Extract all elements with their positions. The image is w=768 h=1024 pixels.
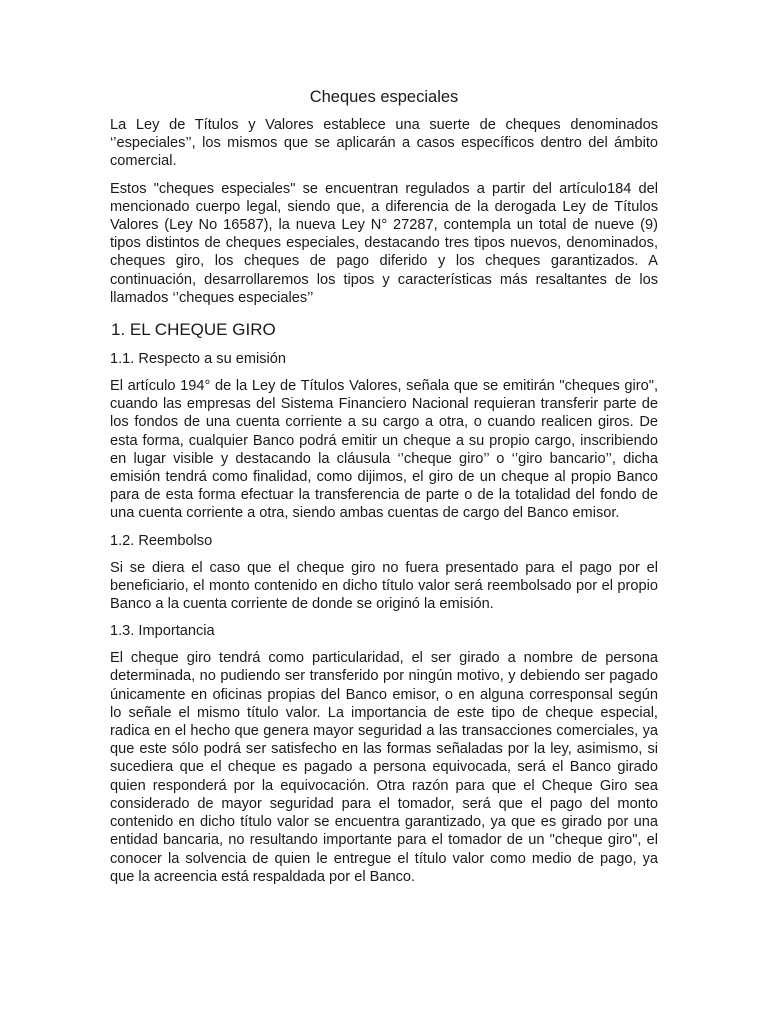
subsection-paragraph: El artículo 194° de la Ley de Títulos Valores, señala que se emitirán "cheques giro", cuando las empresas del Sistema Financiero Nacional requieran transferir parte de los fondos de una cuenta corriente a su cargo a otra, o cuando realicen giros. De esta forma, cualquier Banco podrá emitir un cheque a su propio cargo, inscribiendo en lugar visible y destacando la cláusula ‘’cheque giro’’ o ‘’giro bancario’’, dicha emisión tendrá como finalidad, como dijimos, el giro de un cheque al propio Banco para de esta forma efectuar la transferencia de parte o de la totalidad del fondo de una cuenta corriente a otra, siendo ambas cuentas de cargo del Banco emisor.	[110, 378, 658, 522]
subsection-heading: 1.3. Importancia	[110, 623, 215, 640]
subsection-heading: 1.2. Reembolso	[110, 532, 213, 549]
document-page	[110, 86, 658, 895]
intro-paragraph: Estos "cheques especiales" se encuentran regulados a partir del artículo184 del mencionado cuerpo legal, siendo que, a diferencia de la derogada Ley de Títulos Valores (Ley No 16587), la nueva Ley N° 27287, contempla un total de nueve (9) tipos distintos de cheques especiales, destacando tres tipos nuevos, denominados, cheques giro, los cheques de pago diferido y los cheques garantizados. A continuación, desarrollaremos los tipos y características más resaltantes de los llamados ‘’cheques especiales’’	[110, 180, 658, 306]
subsection-heading: 1.1. Respecto a su emisión	[110, 351, 287, 368]
intro-paragraph: La Ley de Títulos y Valores establece una suerte de cheques denominados ‘’especiales’’, los mismos que se aplicarán a casos específicos dentro del ámbito comercial.	[110, 117, 658, 170]
document-title: Cheques especiales	[309, 88, 459, 106]
section-heading: 1. EL CHEQUE GIRO	[111, 320, 276, 340]
subsection-paragraph: Si se diera el caso que el cheque giro no fuera presentado para el pago por el beneficiario, el monto contenido en dicho título valor será reembolsado por el propio Banco a la cuenta corriente de donde se originó la emisión.	[110, 559, 658, 613]
subsection-paragraph: El cheque giro tendrá como particularidad, el ser girado a nombre de persona determinada, no pudiendo ser transferido por ningún motivo, y debiendo ser pagado únicamente en oficinas propias del Banco emisor, o en alguna corresponsal según lo señale el mismo título valor. La importancia de este tipo de cheque especial, radica en el hecho que genera mayor seguridad a las transacciones comerciales, ya que este sólo podrá ser satisfecho en las formas señaladas por la ley, asimismo, si sucediera que el cheque es pagado a persona equivocada, será el Banco girado quien responderá por la equivocación. Otra razón para que el Cheque Giro sea considerado de mayor seguridad para el tomador, será que el pago del monto contenido en dicho título valor se encuentra garantizado, ya que es girado por una entidad bancaria, no resultando importante para el tomador de un "cheque giro", el conocer la solvencia de quien le entregue el título valor como medio de pago, ya que la acreencia está respaldada por el Banco.	[110, 650, 658, 885]
